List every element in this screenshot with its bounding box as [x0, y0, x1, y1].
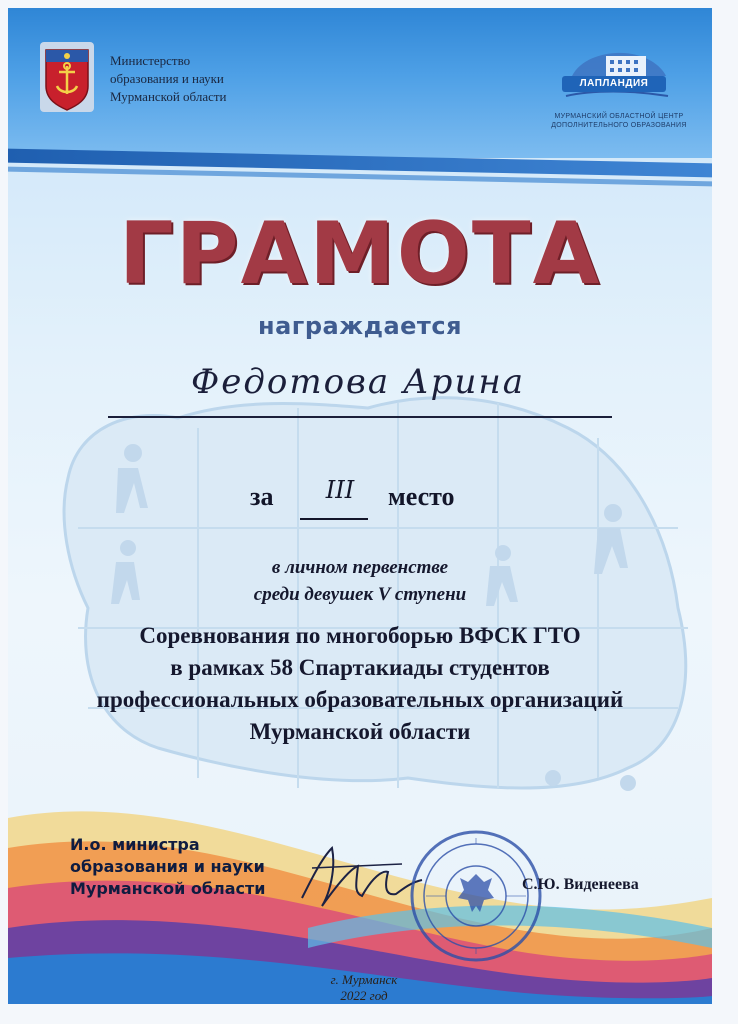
competition-text	[8, 620, 712, 748]
partner-subtitle-line: ДОПОЛНИТЕЛЬНОГО ОБРАЗОВАНИЯ	[551, 122, 687, 129]
signer-title-line: Мурманской области	[70, 879, 266, 898]
ministry-line: образования и науки	[110, 71, 224, 86]
category-line: в личном первенстве	[271, 557, 449, 578]
certificate-sheet	[8, 8, 712, 1004]
place-suffix: место	[388, 482, 455, 511]
recipient-underline	[108, 416, 612, 418]
awarded-label: награждается	[258, 312, 462, 340]
certificate-title: ГРАМОТА	[118, 204, 602, 304]
city: г. Мурманск	[330, 972, 398, 987]
competition-line: Соревнования по многоборью ВФСК ГТО	[139, 623, 581, 648]
partner-subtitle-line: МУРМАНСКИЙ ОБЛАСТНОЙ ЦЕНТР	[554, 113, 684, 120]
category-text	[8, 554, 712, 608]
ministry-name	[110, 52, 310, 106]
signer-name: С.Ю. Виденеева	[522, 876, 639, 893]
ministry-line: Министерство	[110, 53, 191, 68]
signer-title-line: образования и науки	[70, 857, 265, 876]
competition-line: в рамках 58 Спартакиады студентов	[170, 655, 550, 680]
place-value: III	[325, 476, 355, 504]
signer-title	[70, 834, 300, 900]
place-and-date	[314, 972, 414, 1004]
place-row	[8, 476, 712, 522]
place-prefix: за	[250, 482, 274, 511]
partner-logo-name: ЛАПЛАНДИЯ	[562, 76, 666, 92]
year: 2022 год	[340, 988, 388, 1003]
category-line: среди девушек V ступени	[253, 584, 467, 605]
competition-line: Мурманской области	[249, 719, 471, 744]
ministry-line: Мурманской области	[110, 89, 227, 104]
coat-of-arms-icon	[40, 42, 94, 112]
official-stamp-icon	[406, 826, 546, 966]
recipient-name: Федотова Арина	[190, 362, 526, 402]
partner-subtitle	[544, 112, 694, 130]
signer-title-line: И.о. министра	[70, 835, 200, 854]
place-underline	[300, 518, 368, 520]
competition-line: профессиональных образовательных организаций	[96, 687, 624, 712]
